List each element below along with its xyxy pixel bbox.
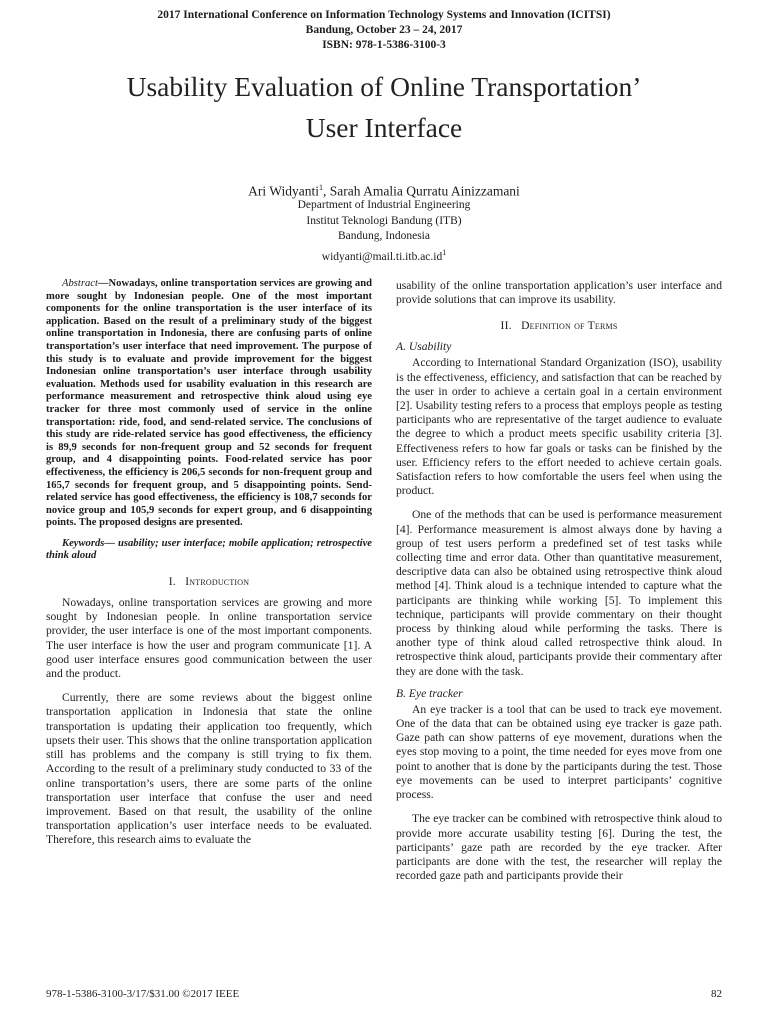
page-number: 82: [711, 988, 722, 1000]
author-email[interactable]: widyanti@mail.ti.itb.ac.id: [321, 250, 443, 263]
affiliation-department: Department of Industrial Engineering: [297, 199, 471, 211]
affiliation-city: Bandung, Indonesia: [338, 230, 430, 242]
affiliation-email-line: [0, 245, 768, 265]
usability-paragraph-1: According to International Standard Organization (ISO), usability is the effectiveness, efficiency, and satisfaction that can be reached by the user in order to achieve a certain goal in a certain environment [2]. Usability testing refers to a process that employs people as testing participants who are representative of the target audience to evaluate the degree to which a product meets specific usability criteria [3]. Effectiveness refers to how far goals or tasks can be finished by the user. Efficiency refers to the effort needed to achieve certain goals. Satisfaction refers to how comfortable the users feel when using the product.: [396, 356, 722, 498]
paper-title-line-1: Usability Evaluation of Online Transportation’: [126, 71, 642, 102]
conference-name: 2017 International Conference on Information Technology Systems and Innovation (ICITSI): [157, 9, 611, 21]
section-number: II.: [500, 319, 512, 333]
intro-paragraph-2: Currently, there are some reviews about the biggest online transportation application in Indonesia that state the online transportation is updating their application too frequently, which upsets their user. This shows that the online transportation application still has problems and the company is still trying to fix them. According to the result of a preliminary study conducted to 33 of the online transportation’s users, there are some parts of the online transportation user interface that confuse the user and need improvement. Based on that result, the usability of the online transportation application’s user interface needs to be evaluated. Therefore, this research aims to evaluate the: [46, 691, 372, 847]
section-heading-definitions: [396, 319, 722, 332]
left-column: [46, 278, 372, 848]
email-affiliation-mark: 1: [442, 247, 447, 257]
eye-tracker-paragraph-2: The eye tracker can be combined with retrospective think aloud to provide more accurate usability testing [6]. During the test, the participants’ gaze path are recorded by the eye tracker. After participants are done with the test, the researcher will replay the recorded gaze path and participants provide their: [396, 812, 722, 883]
author-separator: ,: [323, 183, 330, 199]
eye-tracker-paragraph-1: An eye tracker is a tool that can be used to track eye movement. One of the data that can be obtained using eye tracker is gaze path. Gaze path can show patterns of eye movement, durations when the eyes stop moving to a point, the time needed for eyes move from one point to another that is done by the participants during the test. Those eye movements can be used to interpret participants’ cognitive process.: [396, 702, 722, 802]
section-title: Introduction: [185, 575, 250, 589]
conference-isbn: ISBN: 978-1-5386-3100-3: [322, 39, 446, 51]
affiliation-block: [0, 198, 768, 265]
abstract-label: Abstract: [62, 278, 98, 289]
abstract-text: —Nowadays, online transportation services are growing and more sought by Indonesian people. One of the most important components for the online transportation is the user interface of its application. Based on the result of a preliminary study of the biggest online transportation in Indonesia, there are confusing parts of online transportation’s user interface that need improvement. The purpose of this study is to evaluate and provide improvement for the biggest Indonesian online transportation’s user interface through usability evaluation. Methods used for usability evaluation in this research are performance measurement and retrospective think aloud using eye tracker for three most commonly used of service in the online transportation: ride, food, and send-related service. The conclusions of this study are ride-related service has good effectiveness, the efficiency is 89,9 seconds for non-frequent group and 52 seconds for frequent group, and 4 disappointing points. Food-related service has poor effectiveness, the efficiency is 206,5 seconds for non-frequent group and 165,7 seconds for frequent group, and 5 disappointing points. Send-related service has good effectiveness, the efficiency is 108,7 seconds for novice group and 105,9 seconds for expert group, and 6 disappointing points. The proposed designs are presented.: [46, 278, 372, 529]
intro-continuation: usability of the online transportation application’s user interface and provide solutions that can improve its usability.: [396, 279, 722, 307]
right-column: [396, 279, 722, 883]
paper-title-line-2: User Interface: [305, 112, 463, 143]
abstract: [46, 278, 372, 530]
conference-header: [0, 8, 768, 53]
keywords: Keywords— usability; user interface; mobile application; retrospective think aloud: [46, 537, 372, 562]
author-2: Sarah Amalia Qurratu Ainizzamani: [329, 183, 520, 199]
conference-dates: Bandung, October 23 – 24, 2017: [305, 24, 463, 36]
copyright-footer: 978-1-5386-3100-3/17/$31.00 ©2017 IEEE: [46, 988, 240, 1000]
paper-title: [0, 66, 768, 148]
section-title: Definition of Terms: [521, 319, 618, 333]
section-number: I.: [168, 575, 176, 589]
author-1: Ari Widyanti: [248, 183, 319, 199]
affiliation-institute: Institut Teknologi Bandung (ITB): [306, 214, 462, 227]
author-1-affiliation-mark: 1: [319, 183, 323, 192]
subsection-heading-eye-tracker: B. Eye tracker: [396, 686, 463, 700]
subsection-heading-usability: A. Usability: [396, 340, 452, 354]
intro-paragraph-1: Nowadays, online transportation services are growing and more sought by Indonesian people. In online transportation service provider, the user interface is one of the most important components. The user interface is how the user and program communicate [1]. A good user interface ensures good communication between the user and the product.: [46, 596, 372, 681]
section-heading-introduction: [46, 575, 372, 588]
usability-paragraph-2: One of the methods that can be used is performance measurement [4]. Performance measurement is almost always done by having a group of test users perform a predefined set of test tasks while collecting time and error data. Other than quantitative measurement, descriptive data can also be obtained using retrospective think aloud method [4]. Think aloud is a technique intended to capture what the participants are thinking while working [5]. To implement this technique, participants will provide commentary on their thought process by thinking aloud while performing the tasks. There is another type of think aloud called retrospective think aloud. In retrospective think aloud, participants provide their commentary after they are done with the task.: [396, 508, 722, 678]
